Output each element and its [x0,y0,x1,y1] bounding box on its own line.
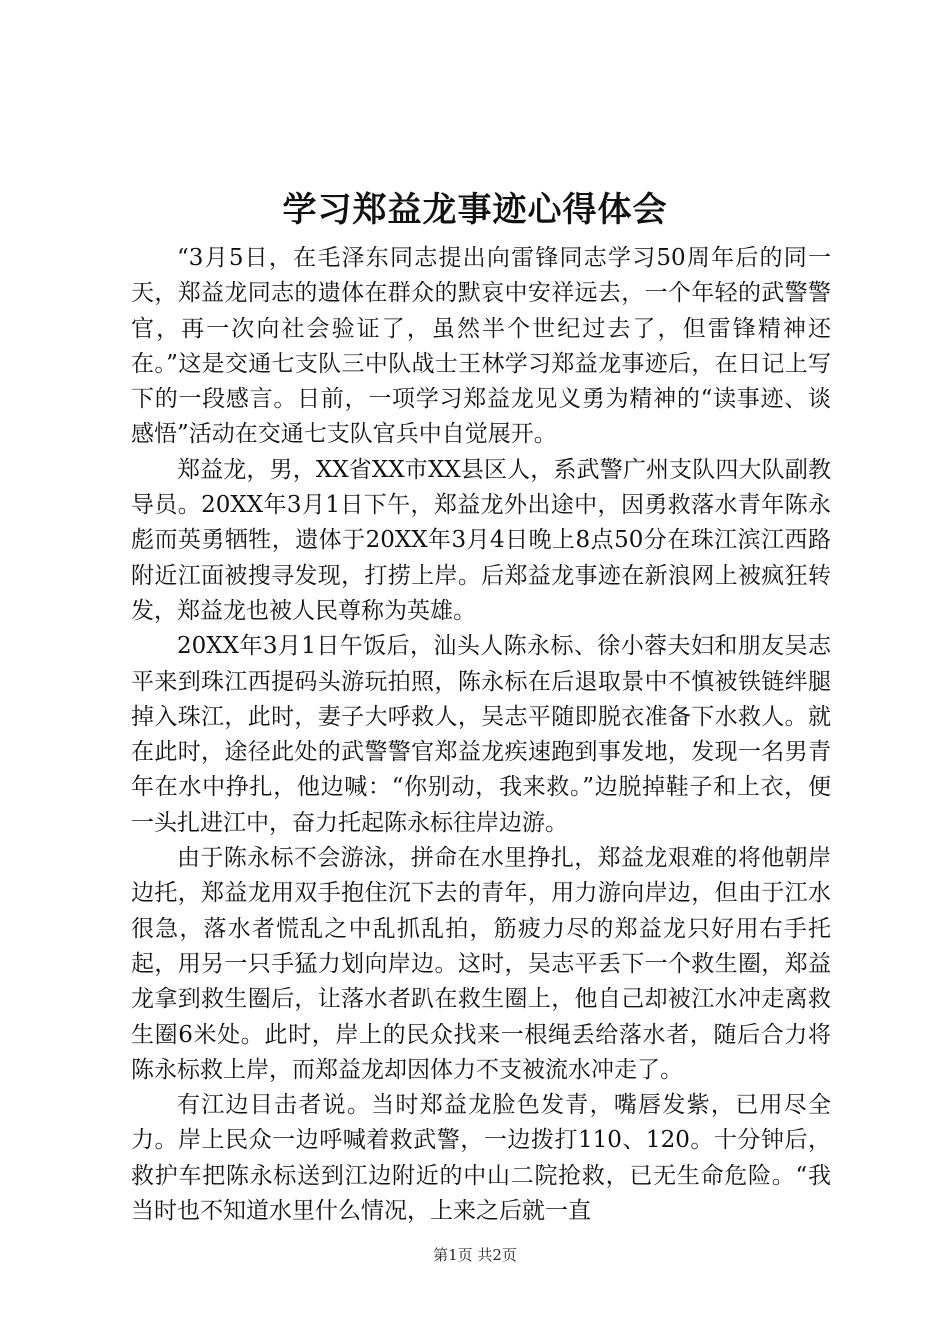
page-number-footer: 第1页 共2页 [433,1246,517,1264]
document-title: 学习郑益龙事迹心得体会 [282,190,668,230]
paragraph-5: 有江边目击者说。当时郑益龙脸色发青，嘴唇发紫，已用尽全力。岸上民众一边呼喊着救武警，一边拨打110、120。十分钟后，救护车把陈永标送到江边附近的中山二院抢救，已无生命危险。“我当时也不知道水里什么情况，上来之后就一直 [131,1092,831,1225]
paragraph-3: 20XX年3月1日午饭后，汕头人陈永标、徐小蓉夫妇和朋友吴志平来到珠江西提码头游玩拍照，陈永标在后退取景中不慎被铁链绊腿掉入珠江，此时，妻子大呼救人，吴志平随即脱衣准备下水救人。就在此时，途径此处的武警警官郑益龙疾速跑到事发地，发现一名男青年在水中挣扎，他边喊：“你别动，我来救。”边脱掉鞋子和上衣，便一头扎进江中，奋力托起陈永标往岸边游。 [131,633,831,836]
paragraph-2: 郑益龙，男，XX省XX市XX县区人，系武警广州支队四大队副教导员。20XX年3月1日下午，郑益龙外出途中，因勇救落水青年陈永彪而英勇牺牲，遗体于20XX年3月4日晚上8点50分在珠江滨江西路附近江面被搜寻发现，打捞上岸。后郑益龙事迹在新浪网上被疯狂转发，郑益龙也被人民尊称为英雄。 [131,456,831,624]
document-body [131,241,831,1229]
paragraph-4: 由于陈永标不会游泳，拼命在水里挣扎，郑益龙艰难的将他朝岸边托，郑益龙用双手抱住沉下去的青年，用力游向岸边，但由于江水很急，落水者慌乱之中乱抓乱拍，筋疲力尽的郑益龙只好用右手托起，用另一只手猛力划向岸边。这时，吴志平丢下一个救生圈，郑益龙拿到救生圈后，让落水者趴在救生圈上，他自己却被江水冲走离救生圈6米处。此时，岸上的民众找来一根绳丢给落水者，随后合力将陈永标救上岸，而郑益龙却因体力不支被流水冲走了。 [131,845,831,1083]
paragraph-1: “3月5日，在毛泽东同志提出向雷锋同志学习50周年后的同一天，郑益龙同志的遗体在群众的默哀中安祥远去，一个年轻的武警警官，再一次向社会验证了，虽然半个世纪过去了，但雷锋精神还在。”这是交通七支队三中队战士王林学习郑益龙事迹后，在日记上写下的一段感言。日前，一项学习郑益龙见义勇为精神的“读事迹、谈感悟”活动在交通七支队官兵中自觉展开。 [131,245,831,448]
